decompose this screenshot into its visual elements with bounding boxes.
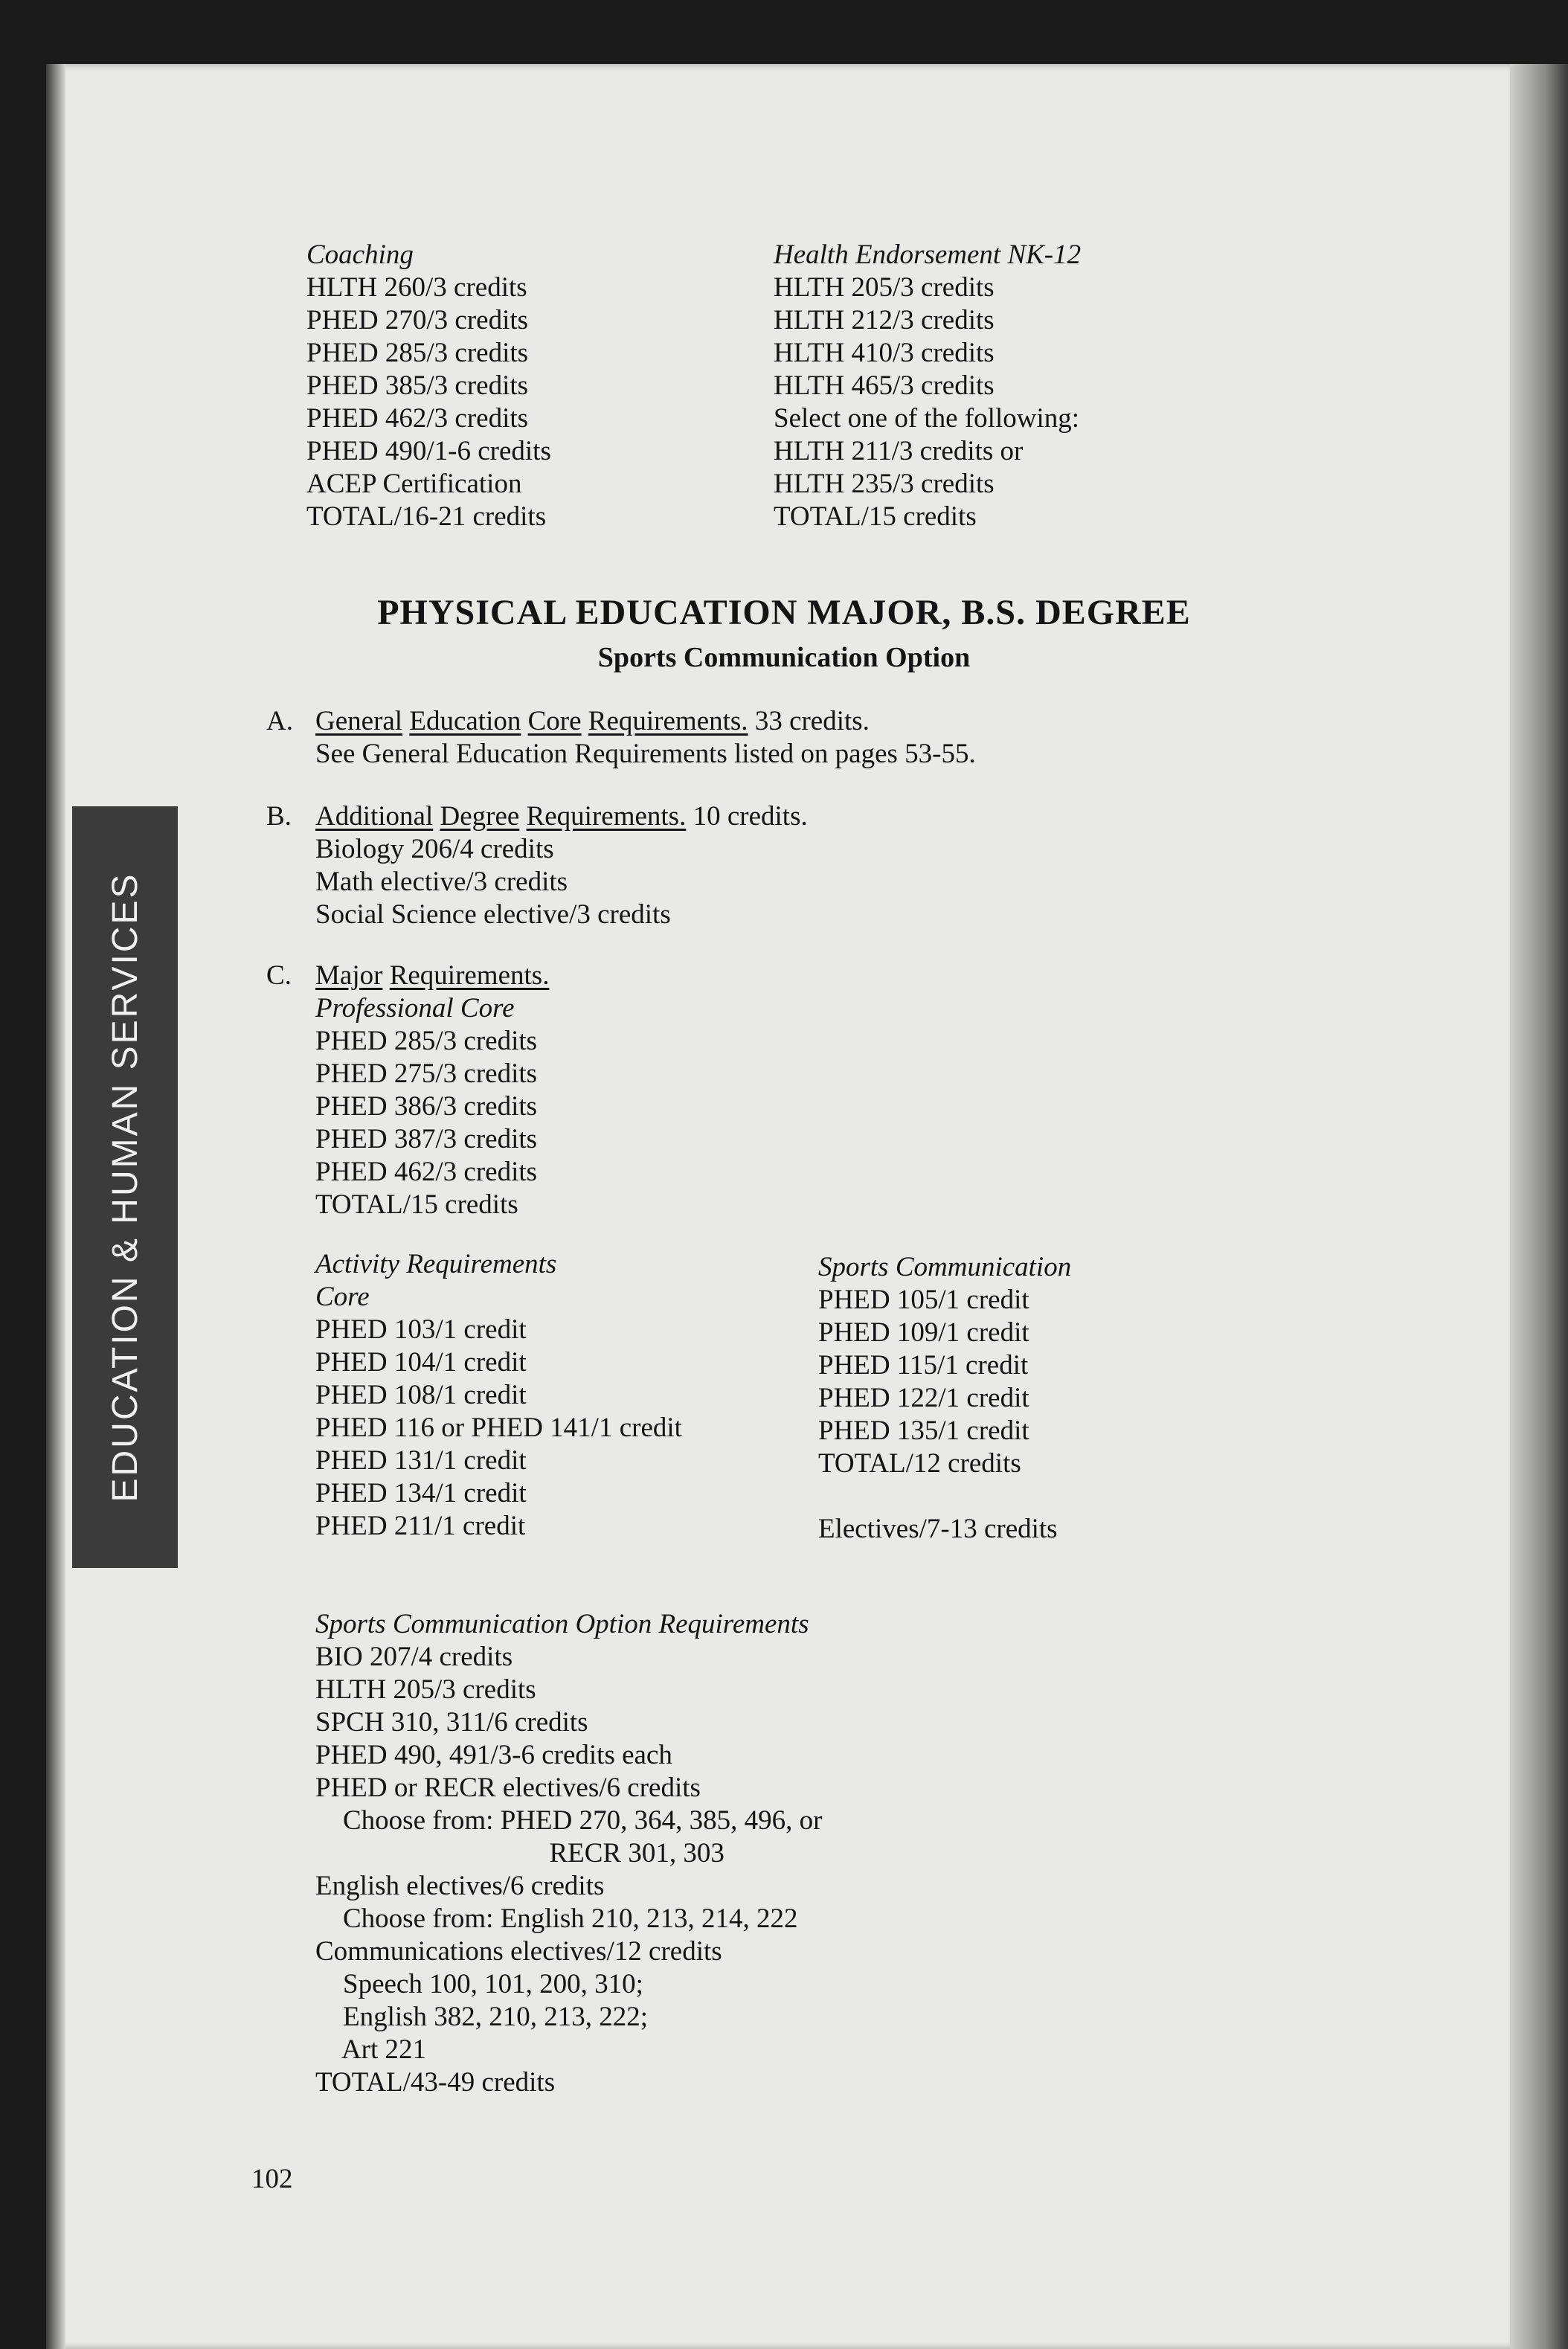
section-b-line: Biology 206/4 credits xyxy=(315,834,554,864)
section-b-line: Social Science elective/3 credits xyxy=(315,899,671,930)
option-line: TOTAL/43-49 credits xyxy=(315,2067,556,2098)
activity-line: PHED 131/1 credit xyxy=(315,1445,527,1476)
health-line: HLTH 211/3 credits or xyxy=(774,436,1024,466)
activity-line: PHED 103/1 credit xyxy=(315,1314,527,1345)
section-c-marker: C. xyxy=(266,960,292,991)
sports-comm-line: PHED 105/1 credit xyxy=(818,1285,1029,1315)
section-a xyxy=(315,705,976,771)
option-line: HLTH 205/3 credits xyxy=(315,1674,536,1705)
option-requirements-heading: Sports Communication Option Requirements xyxy=(315,1609,809,1639)
heading-word: General xyxy=(315,706,403,736)
page-number: 102 xyxy=(251,2164,293,2194)
professional-core-heading: Professional Core xyxy=(315,993,515,1024)
option-line: PHED or RECR electives/6 credits xyxy=(315,1773,701,1803)
health-endorsement-column xyxy=(774,239,1081,533)
side-tab xyxy=(72,806,178,1568)
coaching-line: HLTH 260/3 credits xyxy=(306,272,527,303)
sports-comm-line: PHED 122/1 credit xyxy=(818,1383,1029,1413)
professional-core-line: PHED 285/3 credits xyxy=(315,1026,538,1056)
health-line: HLTH 410/3 credits xyxy=(774,338,995,368)
health-line: HLTH 465/3 credits xyxy=(774,370,995,401)
sports-communication-column xyxy=(818,1251,1071,1480)
heading-word: Major xyxy=(315,960,383,991)
activity-heading: Activity Requirements xyxy=(315,1249,557,1279)
section-b-line: Math elective/3 credits xyxy=(315,867,568,897)
section-b-marker: B. xyxy=(266,801,292,832)
section-c xyxy=(315,960,549,1221)
activity-line: PHED 104/1 credit xyxy=(315,1347,527,1378)
page-subtitle: Sports Communication Option xyxy=(597,642,971,673)
option-line: English electives/6 credits xyxy=(315,1871,605,1901)
activity-line: PHED 211/1 credit xyxy=(315,1511,526,1541)
option-line: Art 221 xyxy=(315,2034,427,2065)
heading-word: Additional xyxy=(315,801,434,832)
health-heading: Health Endorsement NK-12 xyxy=(774,240,1082,270)
health-line: Select one of the following: xyxy=(774,403,1080,434)
option-line: Choose from: PHED 270, 364, 385, 496, or xyxy=(315,1805,823,1836)
coaching-heading: Coaching xyxy=(306,240,414,270)
option-line: PHED 490, 491/3-6 credits each xyxy=(315,1740,672,1770)
sports-comm-line: PHED 109/1 credit xyxy=(818,1317,1029,1348)
coaching-column xyxy=(306,239,551,533)
section-b xyxy=(315,800,808,931)
heading-suffix: 33 credits. xyxy=(748,706,870,736)
professional-core-line: PHED 386/3 credits xyxy=(315,1091,538,1122)
section-a-marker: A. xyxy=(266,706,293,736)
activity-line: PHED 108/1 credit xyxy=(315,1380,527,1410)
section-c-heading xyxy=(315,960,549,992)
page-gutter xyxy=(46,64,65,2349)
activity-line: PHED 134/1 credit xyxy=(315,1478,527,1508)
page-title: PHYSICAL EDUCATION MAJOR, B.S. DEGREE xyxy=(377,593,1191,632)
option-line: English 382, 210, 213, 222; xyxy=(315,2002,649,2032)
heading-word: Requirements. xyxy=(389,960,550,991)
coaching-line: PHED 385/3 credits xyxy=(306,370,529,401)
option-line: SPCH 310, 311/6 credits xyxy=(315,1707,588,1738)
option-line: BIO 207/4 credits xyxy=(315,1642,513,1672)
sports-comm-line: PHED 135/1 credit xyxy=(818,1415,1029,1446)
section-b-heading xyxy=(315,800,808,833)
coaching-line: PHED 285/3 credits xyxy=(306,338,529,368)
sports-comm-line: PHED 115/1 credit xyxy=(818,1350,1029,1381)
activity-subheading: Core xyxy=(315,1282,370,1312)
heading-word: Core xyxy=(527,706,582,736)
health-line: HLTH 212/3 credits xyxy=(774,305,995,335)
professional-core-line: TOTAL/15 credits xyxy=(315,1189,518,1220)
coaching-line: TOTAL/16-21 credits xyxy=(306,501,547,532)
heading-word: Requirements. xyxy=(526,801,687,832)
health-line: TOTAL/15 credits xyxy=(774,501,977,532)
professional-core-line: PHED 387/3 credits xyxy=(315,1124,538,1154)
heading-suffix: 10 credits. xyxy=(686,801,808,832)
coaching-line: PHED 490/1-6 credits xyxy=(306,436,551,466)
section-a-heading xyxy=(315,705,976,738)
heading-word: Degree xyxy=(440,801,520,832)
professional-core-line: PHED 275/3 credits xyxy=(315,1058,538,1089)
sports-comm-electives: Electives/7-13 credits xyxy=(818,1514,1058,1544)
activity-requirements xyxy=(315,1248,682,1543)
option-line: Communications electives/12 credits xyxy=(315,1936,722,1967)
heading-word: Requirements. xyxy=(588,706,748,736)
sports-comm-heading: Sports Communication xyxy=(818,1252,1072,1282)
sports-comm-line: TOTAL/12 credits xyxy=(818,1448,1021,1479)
health-line: HLTH 205/3 credits xyxy=(774,272,995,303)
side-tab-label: EDUCATION & HUMAN SERVICES xyxy=(105,872,145,1503)
professional-core-line: PHED 462/3 credits xyxy=(315,1157,538,1187)
option-line: Speech 100, 101, 200, 310; xyxy=(315,1969,643,1999)
health-line: HLTH 235/3 credits xyxy=(774,469,995,499)
coaching-line: ACEP Certification xyxy=(306,469,522,499)
option-line: Choose from: English 210, 213, 214, 222 xyxy=(315,1903,798,1934)
section-a-line: See General Education Requirements listed on pages 53-55. xyxy=(315,739,976,769)
option-requirements xyxy=(315,1608,822,2099)
option-line: RECR 301, 303 xyxy=(315,1838,724,1868)
page-edge xyxy=(1510,64,1568,2349)
heading-word: Education xyxy=(409,706,521,736)
coaching-line: PHED 270/3 credits xyxy=(306,305,529,335)
activity-line: PHED 116 or PHED 141/1 credit xyxy=(315,1413,682,1443)
coaching-line: PHED 462/3 credits xyxy=(306,403,529,434)
